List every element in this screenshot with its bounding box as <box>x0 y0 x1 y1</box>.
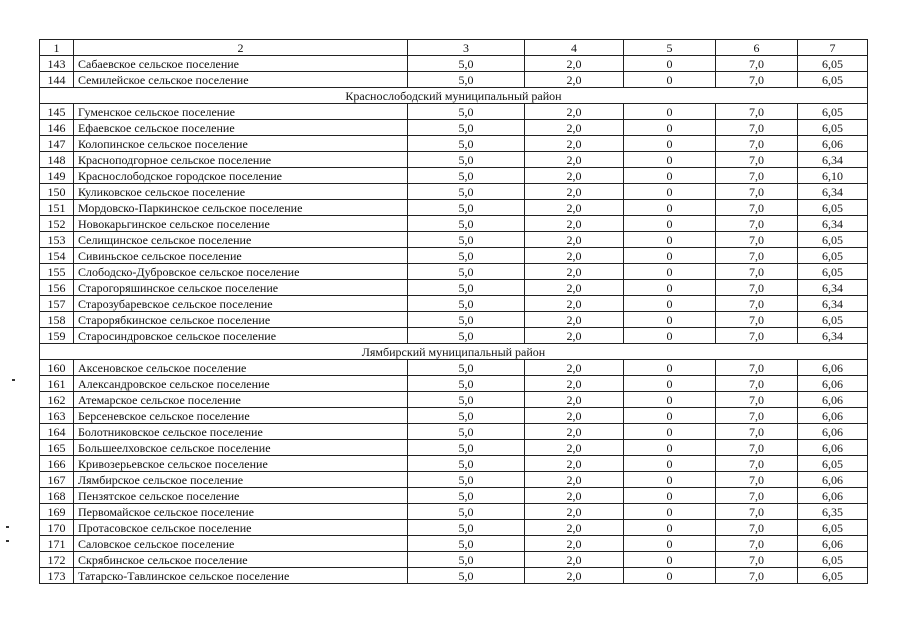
value-col-6: 7,0 <box>716 280 798 296</box>
value-col-6: 7,0 <box>716 216 798 232</box>
value-col-7: 6,34 <box>798 296 868 312</box>
value-col-4: 2,0 <box>525 200 624 216</box>
value-col-6: 7,0 <box>716 536 798 552</box>
settlement-name: Болотниковское сельское поселение <box>74 424 408 440</box>
value-col-5: 0 <box>624 408 716 424</box>
value-col-7: 6,34 <box>798 280 868 296</box>
value-col-7: 6,34 <box>798 184 868 200</box>
table-row <box>40 488 868 504</box>
row-number: 171 <box>40 536 74 552</box>
table-row <box>40 184 868 200</box>
value-col-4: 2,0 <box>525 168 624 184</box>
table-row <box>40 104 868 120</box>
value-col-7: 6,05 <box>798 120 868 136</box>
row-number: 151 <box>40 200 74 216</box>
row-number: 162 <box>40 392 74 408</box>
settlement-name: Краснослободское городское поселение <box>74 168 408 184</box>
value-col-7: 6,06 <box>798 408 868 424</box>
value-col-6: 7,0 <box>716 504 798 520</box>
value-col-3: 5,0 <box>408 296 525 312</box>
row-number: 155 <box>40 264 74 280</box>
row-number: 145 <box>40 104 74 120</box>
value-col-6: 7,0 <box>716 408 798 424</box>
value-col-3: 5,0 <box>408 152 525 168</box>
table-row <box>40 312 868 328</box>
table-row <box>40 440 868 456</box>
column-number-6: 6 <box>716 40 798 56</box>
column-number-5: 5 <box>624 40 716 56</box>
value-col-4: 2,0 <box>525 232 624 248</box>
value-col-7: 6,34 <box>798 216 868 232</box>
table-row <box>40 72 868 88</box>
value-col-3: 5,0 <box>408 248 525 264</box>
value-col-5: 0 <box>624 72 716 88</box>
row-number: 154 <box>40 248 74 264</box>
value-col-5: 0 <box>624 200 716 216</box>
settlement-name: Старозубаревское сельское поселение <box>74 296 408 312</box>
value-col-3: 5,0 <box>408 568 525 584</box>
table-row <box>40 136 868 152</box>
value-col-3: 5,0 <box>408 232 525 248</box>
table-row <box>40 168 868 184</box>
settlement-name: Татарско-Тавлинское сельское поселение <box>74 568 408 584</box>
value-col-3: 5,0 <box>408 56 525 72</box>
table-row <box>40 552 868 568</box>
row-number: 168 <box>40 488 74 504</box>
value-col-3: 5,0 <box>408 440 525 456</box>
settlement-name: Куликовское сельское поселение <box>74 184 408 200</box>
table-row <box>40 152 868 168</box>
value-col-3: 5,0 <box>408 376 525 392</box>
value-col-4: 2,0 <box>525 248 624 264</box>
value-col-6: 7,0 <box>716 136 798 152</box>
value-col-5: 0 <box>624 392 716 408</box>
table-row <box>40 472 868 488</box>
value-col-6: 7,0 <box>716 424 798 440</box>
value-col-3: 5,0 <box>408 184 525 200</box>
value-col-4: 2,0 <box>525 376 624 392</box>
value-col-5: 0 <box>624 424 716 440</box>
value-col-5: 0 <box>624 312 716 328</box>
value-col-4: 2,0 <box>525 152 624 168</box>
value-col-3: 5,0 <box>408 424 525 440</box>
settlement-name: Новокарьгинское сельское поселение <box>74 216 408 232</box>
row-number: 152 <box>40 216 74 232</box>
row-number: 160 <box>40 360 74 376</box>
row-number: 166 <box>40 456 74 472</box>
scan-speck <box>6 540 9 542</box>
value-col-6: 7,0 <box>716 520 798 536</box>
settlement-name: Старогоряшинское сельское поселение <box>74 280 408 296</box>
value-col-4: 2,0 <box>525 536 624 552</box>
value-col-3: 5,0 <box>408 328 525 344</box>
value-col-5: 0 <box>624 360 716 376</box>
value-col-4: 2,0 <box>525 488 624 504</box>
value-col-7: 6,06 <box>798 472 868 488</box>
municipal-rates-table <box>39 39 868 584</box>
value-col-3: 5,0 <box>408 456 525 472</box>
row-number: 147 <box>40 136 74 152</box>
table-row <box>40 408 868 424</box>
value-col-6: 7,0 <box>716 376 798 392</box>
value-col-6: 7,0 <box>716 456 798 472</box>
value-col-7: 6,05 <box>798 264 868 280</box>
district-title: Лямбирский муниципальный район <box>40 344 868 360</box>
column-number-4: 4 <box>525 40 624 56</box>
value-col-4: 2,0 <box>525 104 624 120</box>
value-col-7: 6,34 <box>798 152 868 168</box>
value-col-5: 0 <box>624 504 716 520</box>
value-col-6: 7,0 <box>716 472 798 488</box>
value-col-3: 5,0 <box>408 264 525 280</box>
settlement-name: Кривозерьевское сельское поселение <box>74 456 408 472</box>
value-col-5: 0 <box>624 456 716 472</box>
value-col-6: 7,0 <box>716 392 798 408</box>
value-col-7: 6,10 <box>798 168 868 184</box>
value-col-7: 6,05 <box>798 56 868 72</box>
value-col-4: 2,0 <box>525 392 624 408</box>
value-col-5: 0 <box>624 552 716 568</box>
settlement-name: Александровское сельское поселение <box>74 376 408 392</box>
value-col-3: 5,0 <box>408 472 525 488</box>
value-col-3: 5,0 <box>408 488 525 504</box>
value-col-3: 5,0 <box>408 552 525 568</box>
value-col-5: 0 <box>624 184 716 200</box>
row-number: 170 <box>40 520 74 536</box>
value-col-3: 5,0 <box>408 408 525 424</box>
value-col-5: 0 <box>624 472 716 488</box>
value-col-3: 5,0 <box>408 104 525 120</box>
value-col-4: 2,0 <box>525 408 624 424</box>
row-number: 148 <box>40 152 74 168</box>
value-col-5: 0 <box>624 536 716 552</box>
value-col-7: 6,06 <box>798 360 868 376</box>
value-col-4: 2,0 <box>525 328 624 344</box>
value-col-4: 2,0 <box>525 520 624 536</box>
value-col-5: 0 <box>624 104 716 120</box>
value-col-6: 7,0 <box>716 360 798 376</box>
value-col-7: 6,06 <box>798 376 868 392</box>
value-col-5: 0 <box>624 120 716 136</box>
value-col-6: 7,0 <box>716 232 798 248</box>
value-col-6: 7,0 <box>716 72 798 88</box>
district-section-row <box>40 88 868 104</box>
table-row <box>40 56 868 72</box>
row-number: 144 <box>40 72 74 88</box>
value-col-6: 7,0 <box>716 312 798 328</box>
value-col-7: 6,05 <box>798 520 868 536</box>
value-col-4: 2,0 <box>525 136 624 152</box>
row-number: 150 <box>40 184 74 200</box>
value-col-6: 7,0 <box>716 184 798 200</box>
table-row <box>40 216 868 232</box>
value-col-3: 5,0 <box>408 504 525 520</box>
value-col-5: 0 <box>624 440 716 456</box>
value-col-5: 0 <box>624 296 716 312</box>
value-col-6: 7,0 <box>716 552 798 568</box>
value-col-7: 6,06 <box>798 424 868 440</box>
value-col-5: 0 <box>624 568 716 584</box>
settlement-name: Берсеневское сельское поселение <box>74 408 408 424</box>
table-row <box>40 280 868 296</box>
table-row <box>40 376 868 392</box>
value-col-6: 7,0 <box>716 168 798 184</box>
value-col-5: 0 <box>624 232 716 248</box>
value-col-7: 6,06 <box>798 488 868 504</box>
value-col-7: 6,05 <box>798 456 868 472</box>
value-col-5: 0 <box>624 520 716 536</box>
value-col-4: 2,0 <box>525 72 624 88</box>
value-col-4: 2,0 <box>525 568 624 584</box>
value-col-6: 7,0 <box>716 296 798 312</box>
settlement-name: Колопинское сельское поселение <box>74 136 408 152</box>
row-number: 165 <box>40 440 74 456</box>
row-number: 167 <box>40 472 74 488</box>
value-col-6: 7,0 <box>716 152 798 168</box>
value-col-4: 2,0 <box>525 56 624 72</box>
district-section-row <box>40 344 868 360</box>
settlement-name: Сабаевское сельское поселение <box>74 56 408 72</box>
settlement-name: Селищинское сельское поселение <box>74 232 408 248</box>
value-col-4: 2,0 <box>525 552 624 568</box>
row-number: 172 <box>40 552 74 568</box>
table-row <box>40 360 868 376</box>
column-number-row <box>40 40 868 56</box>
settlement-name: Гуменское сельское поселение <box>74 104 408 120</box>
value-col-3: 5,0 <box>408 72 525 88</box>
value-col-4: 2,0 <box>525 184 624 200</box>
settlement-name: Скрябинское сельское поселение <box>74 552 408 568</box>
table-row <box>40 200 868 216</box>
value-col-5: 0 <box>624 216 716 232</box>
value-col-3: 5,0 <box>408 312 525 328</box>
row-number: 157 <box>40 296 74 312</box>
value-col-4: 2,0 <box>525 440 624 456</box>
scan-speck <box>12 379 15 381</box>
row-number: 164 <box>40 424 74 440</box>
row-number: 143 <box>40 56 74 72</box>
table-row <box>40 296 868 312</box>
row-number: 173 <box>40 568 74 584</box>
settlement-name: Большеелховское сельское поселение <box>74 440 408 456</box>
value-col-7: 6,05 <box>798 232 868 248</box>
value-col-7: 6,06 <box>798 392 868 408</box>
column-number-1: 1 <box>40 40 74 56</box>
value-col-4: 2,0 <box>525 424 624 440</box>
value-col-6: 7,0 <box>716 568 798 584</box>
value-col-3: 5,0 <box>408 520 525 536</box>
row-number: 159 <box>40 328 74 344</box>
value-col-7: 6,05 <box>798 312 868 328</box>
value-col-7: 6,35 <box>798 504 868 520</box>
value-col-7: 6,06 <box>798 136 868 152</box>
value-col-4: 2,0 <box>525 216 624 232</box>
settlement-name: Ефаевское сельское поселение <box>74 120 408 136</box>
settlement-name: Пензятское сельское поселение <box>74 488 408 504</box>
value-col-7: 6,05 <box>798 72 868 88</box>
value-col-7: 6,34 <box>798 328 868 344</box>
row-number: 156 <box>40 280 74 296</box>
table-row <box>40 536 868 552</box>
settlement-name: Сивиньское сельское поселение <box>74 248 408 264</box>
value-col-3: 5,0 <box>408 216 525 232</box>
settlement-name: Красноподгорное сельское поселение <box>74 152 408 168</box>
table-row <box>40 248 868 264</box>
column-number-7: 7 <box>798 40 868 56</box>
value-col-6: 7,0 <box>716 104 798 120</box>
value-col-7: 6,05 <box>798 200 868 216</box>
value-col-7: 6,05 <box>798 552 868 568</box>
value-col-3: 5,0 <box>408 168 525 184</box>
value-col-5: 0 <box>624 328 716 344</box>
row-number: 153 <box>40 232 74 248</box>
value-col-4: 2,0 <box>525 264 624 280</box>
row-number: 149 <box>40 168 74 184</box>
value-col-4: 2,0 <box>525 504 624 520</box>
table-row <box>40 264 868 280</box>
value-col-3: 5,0 <box>408 392 525 408</box>
value-col-4: 2,0 <box>525 360 624 376</box>
value-col-3: 5,0 <box>408 536 525 552</box>
value-col-5: 0 <box>624 56 716 72</box>
settlement-name: Мордовско-Паркинское сельское поселение <box>74 200 408 216</box>
value-col-3: 5,0 <box>408 280 525 296</box>
settlement-name: Слободско-Дубровское сельское поселение <box>74 264 408 280</box>
value-col-4: 2,0 <box>525 456 624 472</box>
value-col-5: 0 <box>624 248 716 264</box>
value-col-3: 5,0 <box>408 120 525 136</box>
value-col-7: 6,05 <box>798 248 868 264</box>
settlement-name: Старорябкинское сельское поселение <box>74 312 408 328</box>
value-col-4: 2,0 <box>525 472 624 488</box>
value-col-3: 5,0 <box>408 360 525 376</box>
value-col-5: 0 <box>624 168 716 184</box>
column-number-2: 2 <box>74 40 408 56</box>
value-col-7: 6,06 <box>798 440 868 456</box>
table-body <box>40 40 868 584</box>
value-col-6: 7,0 <box>716 56 798 72</box>
value-col-5: 0 <box>624 264 716 280</box>
settlement-name: Первомайское сельское поселение <box>74 504 408 520</box>
settlement-name: Протасовское сельское поселение <box>74 520 408 536</box>
row-number: 146 <box>40 120 74 136</box>
settlement-name: Лямбирское сельское поселение <box>74 472 408 488</box>
value-col-4: 2,0 <box>525 296 624 312</box>
value-col-6: 7,0 <box>716 328 798 344</box>
settlement-name: Аксеновское сельское поселение <box>74 360 408 376</box>
value-col-6: 7,0 <box>716 488 798 504</box>
value-col-6: 7,0 <box>716 248 798 264</box>
settlement-name: Атемарское сельское поселение <box>74 392 408 408</box>
table-row <box>40 424 868 440</box>
value-col-5: 0 <box>624 488 716 504</box>
value-col-7: 6,05 <box>798 104 868 120</box>
table-row <box>40 520 868 536</box>
value-col-3: 5,0 <box>408 200 525 216</box>
table-row <box>40 504 868 520</box>
value-col-5: 0 <box>624 376 716 392</box>
settlement-name: Старосиндровское сельское поселение <box>74 328 408 344</box>
table-row <box>40 456 868 472</box>
value-col-6: 7,0 <box>716 200 798 216</box>
table-row <box>40 392 868 408</box>
column-number-3: 3 <box>408 40 525 56</box>
row-number: 161 <box>40 376 74 392</box>
value-col-7: 6,06 <box>798 536 868 552</box>
scan-speck <box>6 526 9 528</box>
row-number: 163 <box>40 408 74 424</box>
value-col-4: 2,0 <box>525 120 624 136</box>
table-row <box>40 568 868 584</box>
value-col-5: 0 <box>624 136 716 152</box>
value-col-6: 7,0 <box>716 440 798 456</box>
value-col-6: 7,0 <box>716 264 798 280</box>
row-number: 158 <box>40 312 74 328</box>
value-col-4: 2,0 <box>525 312 624 328</box>
value-col-4: 2,0 <box>525 280 624 296</box>
value-col-7: 6,05 <box>798 568 868 584</box>
value-col-6: 7,0 <box>716 120 798 136</box>
value-col-5: 0 <box>624 152 716 168</box>
table-row <box>40 232 868 248</box>
table-row <box>40 120 868 136</box>
settlement-name: Семилейское сельское поселение <box>74 72 408 88</box>
table-row <box>40 328 868 344</box>
value-col-5: 0 <box>624 280 716 296</box>
row-number: 169 <box>40 504 74 520</box>
value-col-3: 5,0 <box>408 136 525 152</box>
settlement-name: Саловское сельское поселение <box>74 536 408 552</box>
district-title: Краснослободский муниципальный район <box>40 88 868 104</box>
